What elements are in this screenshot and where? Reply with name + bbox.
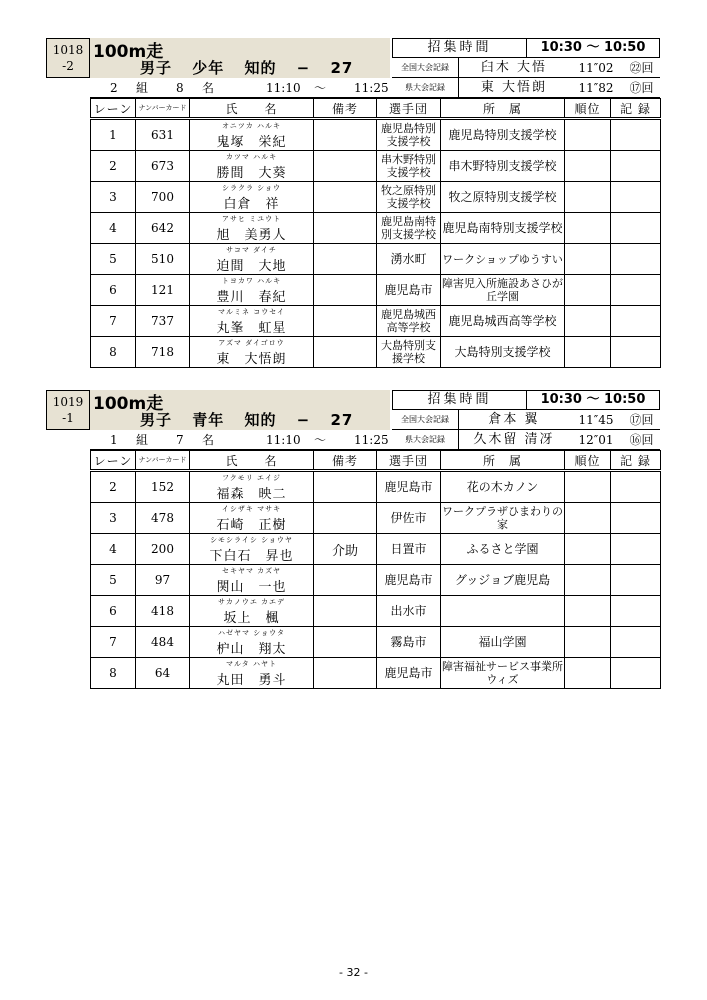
remarks-cell [314,306,377,337]
rank-cell [565,565,611,596]
event-number-main: 1018 [52,43,84,57]
name-kana: イシザキ マサキ [221,505,282,513]
record-label: 全国大会記録 [392,58,459,77]
call-time-box [392,390,660,410]
rank-cell [565,337,611,368]
table-row [91,213,661,244]
call-time-value: 10:30 〜 10:50 [540,392,646,407]
name-cell [190,534,314,565]
record-cell [611,565,661,596]
number-card-header: ナンバーカード [136,99,190,119]
name-cell [190,471,314,503]
remarks-header: 備考 [314,451,377,471]
record-time: 12″01 [578,433,614,447]
national-record [392,410,660,430]
table-row [91,658,661,689]
remarks-header: 備考 [314,99,377,119]
rank-cell [565,244,611,275]
record-cell [611,213,661,244]
name-cell [190,244,314,275]
rank-cell [565,119,611,151]
name-kana: アズマ ダイゴロウ [218,339,285,347]
affiliation-cell: 障害福祉サービス事業所ウィズ [441,658,565,689]
name-kanji: 旭 美勇人 [216,228,287,243]
record-cell [611,596,661,627]
name-cell [190,213,314,244]
team-cell: 鹿児島市 [377,275,441,306]
start-time: 11:10 [266,81,301,95]
rank-header: 順位 [565,99,611,119]
lane-cell: 6 [91,275,136,306]
national-record [392,58,660,78]
event-name: 100m走 [93,42,164,62]
remarks-cell [314,182,377,213]
table-row [91,534,661,565]
end-time: 11:25 [354,433,389,447]
record-cell [611,182,661,213]
name-kanji: 鬼塚 栄紀 [216,135,287,150]
lane-cell: 3 [91,503,136,534]
lane-cell: 4 [91,213,136,244]
name-kana: ハゼヤマ ショウタ [217,629,285,637]
table-row [91,275,661,306]
lane-cell: 1 [91,119,136,151]
table-row [91,244,661,275]
team-cell: 鹿児島城西高等学校 [377,306,441,337]
table-row [91,503,661,534]
record-time: 11″02 [578,61,614,75]
number-cell: 737 [136,306,190,337]
rank-cell [565,213,611,244]
table-row [91,471,661,503]
table-row [91,565,661,596]
name-kanji: 下白石 昇也 [209,549,294,564]
name-kanji: 丸峯 虹星 [216,321,287,336]
name-kana: マルミネ コウセイ [217,308,285,316]
call-time-label: 招集時間 [393,39,527,57]
count-suffix: 名 [202,433,215,447]
number-cell: 152 [136,471,190,503]
event-number [46,390,90,430]
team-cell: 鹿児島市 [377,471,441,503]
event-category: 男子 青年 知的 − 27 [140,411,354,429]
affiliation-cell [441,596,565,627]
record-cell [611,534,661,565]
prefecture-record [392,78,660,98]
record-header: 記 録 [611,99,661,119]
name-kanji: 豊川 春紀 [216,290,287,305]
record-meet: ⑰回 [629,81,654,95]
name-kanji: 勝間 大葵 [216,166,287,181]
group-number: 2 [110,81,118,95]
name-cell [190,627,314,658]
call-time-box [392,38,660,58]
table-row [91,337,661,368]
remarks-cell [314,471,377,503]
name-kanji: 坂上 楓 [223,611,280,626]
affiliation-cell: グッジョブ鹿児島 [441,565,565,596]
rank-cell [565,658,611,689]
record-header: 記 録 [611,451,661,471]
name-kanji: 関山 一也 [216,580,287,595]
entrant-count: 8 [176,81,184,95]
table-row [91,306,661,337]
remarks-cell: 介助 [314,534,377,565]
number-cell: 478 [136,503,190,534]
remarks-cell [314,337,377,368]
name-kanji: 白倉 祥 [223,197,280,212]
name-kanji: 枦山 翔太 [216,642,287,657]
record-cell [611,471,661,503]
group-info [90,78,392,98]
record-cell [611,337,661,368]
affiliation-cell: 福山学園 [441,627,565,658]
lane-header: レーン [91,99,136,119]
affiliation-cell: 鹿児島城西高等学校 [441,306,565,337]
time-tilde: 〜 [314,433,327,447]
lane-cell: 2 [91,471,136,503]
event-block-1018 [46,38,660,367]
record-label: 県大会記録 [392,430,459,449]
rank-header: 順位 [565,451,611,471]
name-cell [190,275,314,306]
group-info [90,430,392,450]
team-cell: 鹿児島市 [377,565,441,596]
record-label: 全国大会記録 [392,410,459,429]
record-holder: 臼木 大悟 [480,60,548,75]
lane-cell: 3 [91,182,136,213]
remarks-cell [314,503,377,534]
rank-cell [565,596,611,627]
name-kana: サコマ ダイチ [226,246,277,254]
rank-cell [565,151,611,182]
record-cell [611,658,661,689]
event-number-sub: -1 [62,411,74,425]
remarks-cell [314,275,377,306]
entrant-count: 7 [176,433,184,447]
event-number [46,38,90,78]
name-cell [190,151,314,182]
number-cell: 97 [136,565,190,596]
name-kanji: 福森 映二 [216,487,287,502]
lane-cell: 5 [91,244,136,275]
table-row [91,627,661,658]
name-kana: シモシライシ ショウヤ [210,536,293,544]
record-cell [611,627,661,658]
team-cell: 串木野特別支援学校 [377,151,441,182]
rank-cell [565,306,611,337]
remarks-cell [314,627,377,658]
entry-table [90,98,661,368]
team-header: 選手団 [377,99,441,119]
rank-cell [565,182,611,213]
name-cell [190,182,314,213]
group-suffix: 組 [136,433,149,447]
name-kanji: 石崎 正樹 [216,518,287,533]
affiliation-cell: ワークプラザひまわりの家 [441,503,565,534]
table-row [91,119,661,151]
name-cell [190,306,314,337]
call-time-label: 招集時間 [393,391,527,409]
number-cell: 631 [136,119,190,151]
rank-cell [565,534,611,565]
name-kana: トヨカワ ハルキ [221,277,282,285]
affiliation-cell: 鹿児島特別支援学校 [441,119,565,151]
page-number: - 32 - [339,966,368,979]
remarks-cell [314,119,377,151]
team-cell: 湧水町 [377,244,441,275]
table-row [91,151,661,182]
record-time: 11″82 [578,81,614,95]
team-cell: 大島特別支援学校 [377,337,441,368]
name-header: 氏 名 [190,451,314,471]
group-number: 1 [110,433,118,447]
count-suffix: 名 [202,81,215,95]
team-cell: 日置市 [377,534,441,565]
start-time: 11:10 [266,433,301,447]
team-cell: 出水市 [377,596,441,627]
name-kana: サカノウエ カエデ [217,598,286,606]
team-cell: 霧島市 [377,627,441,658]
record-meet: ㉒回 [629,61,654,75]
lane-cell: 8 [91,658,136,689]
affiliation-cell: ふるさと学園 [441,534,565,565]
record-cell [611,119,661,151]
record-cell [611,503,661,534]
number-cell: 642 [136,213,190,244]
name-kana: マルタ ハヤト [226,660,277,668]
record-holder: 久木留 清冴 [473,432,555,447]
record-cell [611,275,661,306]
name-cell [190,503,314,534]
name-kana: シラクラ ショウ [221,184,282,192]
name-cell [190,337,314,368]
affiliation-cell: 串木野特別支援学校 [441,151,565,182]
record-meet: ⑰回 [629,413,654,427]
table-row [91,596,661,627]
lane-cell: 7 [91,627,136,658]
name-kanji: 迫間 大地 [216,259,287,274]
affiliation-cell: ワークショップゆうすい [441,244,565,275]
number-cell: 700 [136,182,190,213]
team-cell: 鹿児島特別支援学校 [377,119,441,151]
number-cell: 510 [136,244,190,275]
number-cell: 418 [136,596,190,627]
rank-cell [565,627,611,658]
name-cell [190,565,314,596]
affiliation-cell: 花の木カノン [441,471,565,503]
number-card-header: ナンバーカード [136,451,190,471]
table-row [91,182,661,213]
remarks-cell [314,244,377,275]
prefecture-record [392,430,660,450]
number-cell: 718 [136,337,190,368]
team-cell: 牧之原特別支援学校 [377,182,441,213]
entry-table [90,450,661,689]
number-cell: 64 [136,658,190,689]
event-block-1019 [46,390,660,688]
team-header: 選手団 [377,451,441,471]
rank-cell [565,275,611,306]
affiliation-cell: 大島特別支援学校 [441,337,565,368]
event-name: 100m走 [93,394,164,414]
lane-header: レーン [91,451,136,471]
affiliation-cell: 牧之原特別支援学校 [441,182,565,213]
name-kana: セキヤマ カズヤ [221,567,282,575]
rank-cell [565,503,611,534]
name-kana: オニツカ ハルキ [222,122,281,130]
remarks-cell [314,213,377,244]
affiliation-cell: 障害児入所施設あさひが丘学園 [441,275,565,306]
number-cell: 121 [136,275,190,306]
record-time: 11″45 [578,413,614,427]
number-cell: 200 [136,534,190,565]
affiliation-header: 所 属 [441,451,565,471]
lane-cell: 6 [91,596,136,627]
name-header: 氏 名 [190,99,314,119]
lane-cell: 7 [91,306,136,337]
end-time: 11:25 [354,81,389,95]
remarks-cell [314,596,377,627]
remarks-cell [314,658,377,689]
lane-cell: 5 [91,565,136,596]
remarks-cell [314,151,377,182]
group-suffix: 組 [136,81,149,95]
name-cell [190,596,314,627]
record-cell [611,151,661,182]
name-cell [190,658,314,689]
name-cell [190,119,314,151]
record-cell [611,244,661,275]
event-number-main: 1019 [52,395,84,409]
record-holder: 東 大悟朗 [480,80,548,95]
event-category: 男子 少年 知的 − 27 [140,59,354,77]
lane-cell: 4 [91,534,136,565]
rank-cell [565,471,611,503]
event-number-sub: -2 [62,59,74,73]
team-cell: 鹿児島市 [377,658,441,689]
team-cell: 鹿児島南特別支援学校 [377,213,441,244]
affiliation-cell: 鹿児島南特別支援学校 [441,213,565,244]
lane-cell: 2 [91,151,136,182]
record-holder: 倉本 翼 [488,412,540,427]
record-cell [611,306,661,337]
remarks-cell [314,565,377,596]
name-kana: フクモリ エイジ [221,474,281,482]
number-cell: 673 [136,151,190,182]
number-cell: 484 [136,627,190,658]
name-kana: アサヒ ミユウト [221,215,282,223]
name-kana: カツマ ハルキ [225,153,278,161]
record-meet: ⑯回 [629,433,654,447]
name-kanji: 東 大悟朗 [216,352,287,367]
affiliation-header: 所 属 [441,99,565,119]
lane-cell: 8 [91,337,136,368]
name-kanji: 丸田 勇斗 [216,673,287,688]
team-cell: 伊佐市 [377,503,441,534]
time-tilde: 〜 [314,81,327,95]
record-label: 県大会記録 [392,78,459,97]
call-time-value: 10:30 〜 10:50 [540,40,646,55]
